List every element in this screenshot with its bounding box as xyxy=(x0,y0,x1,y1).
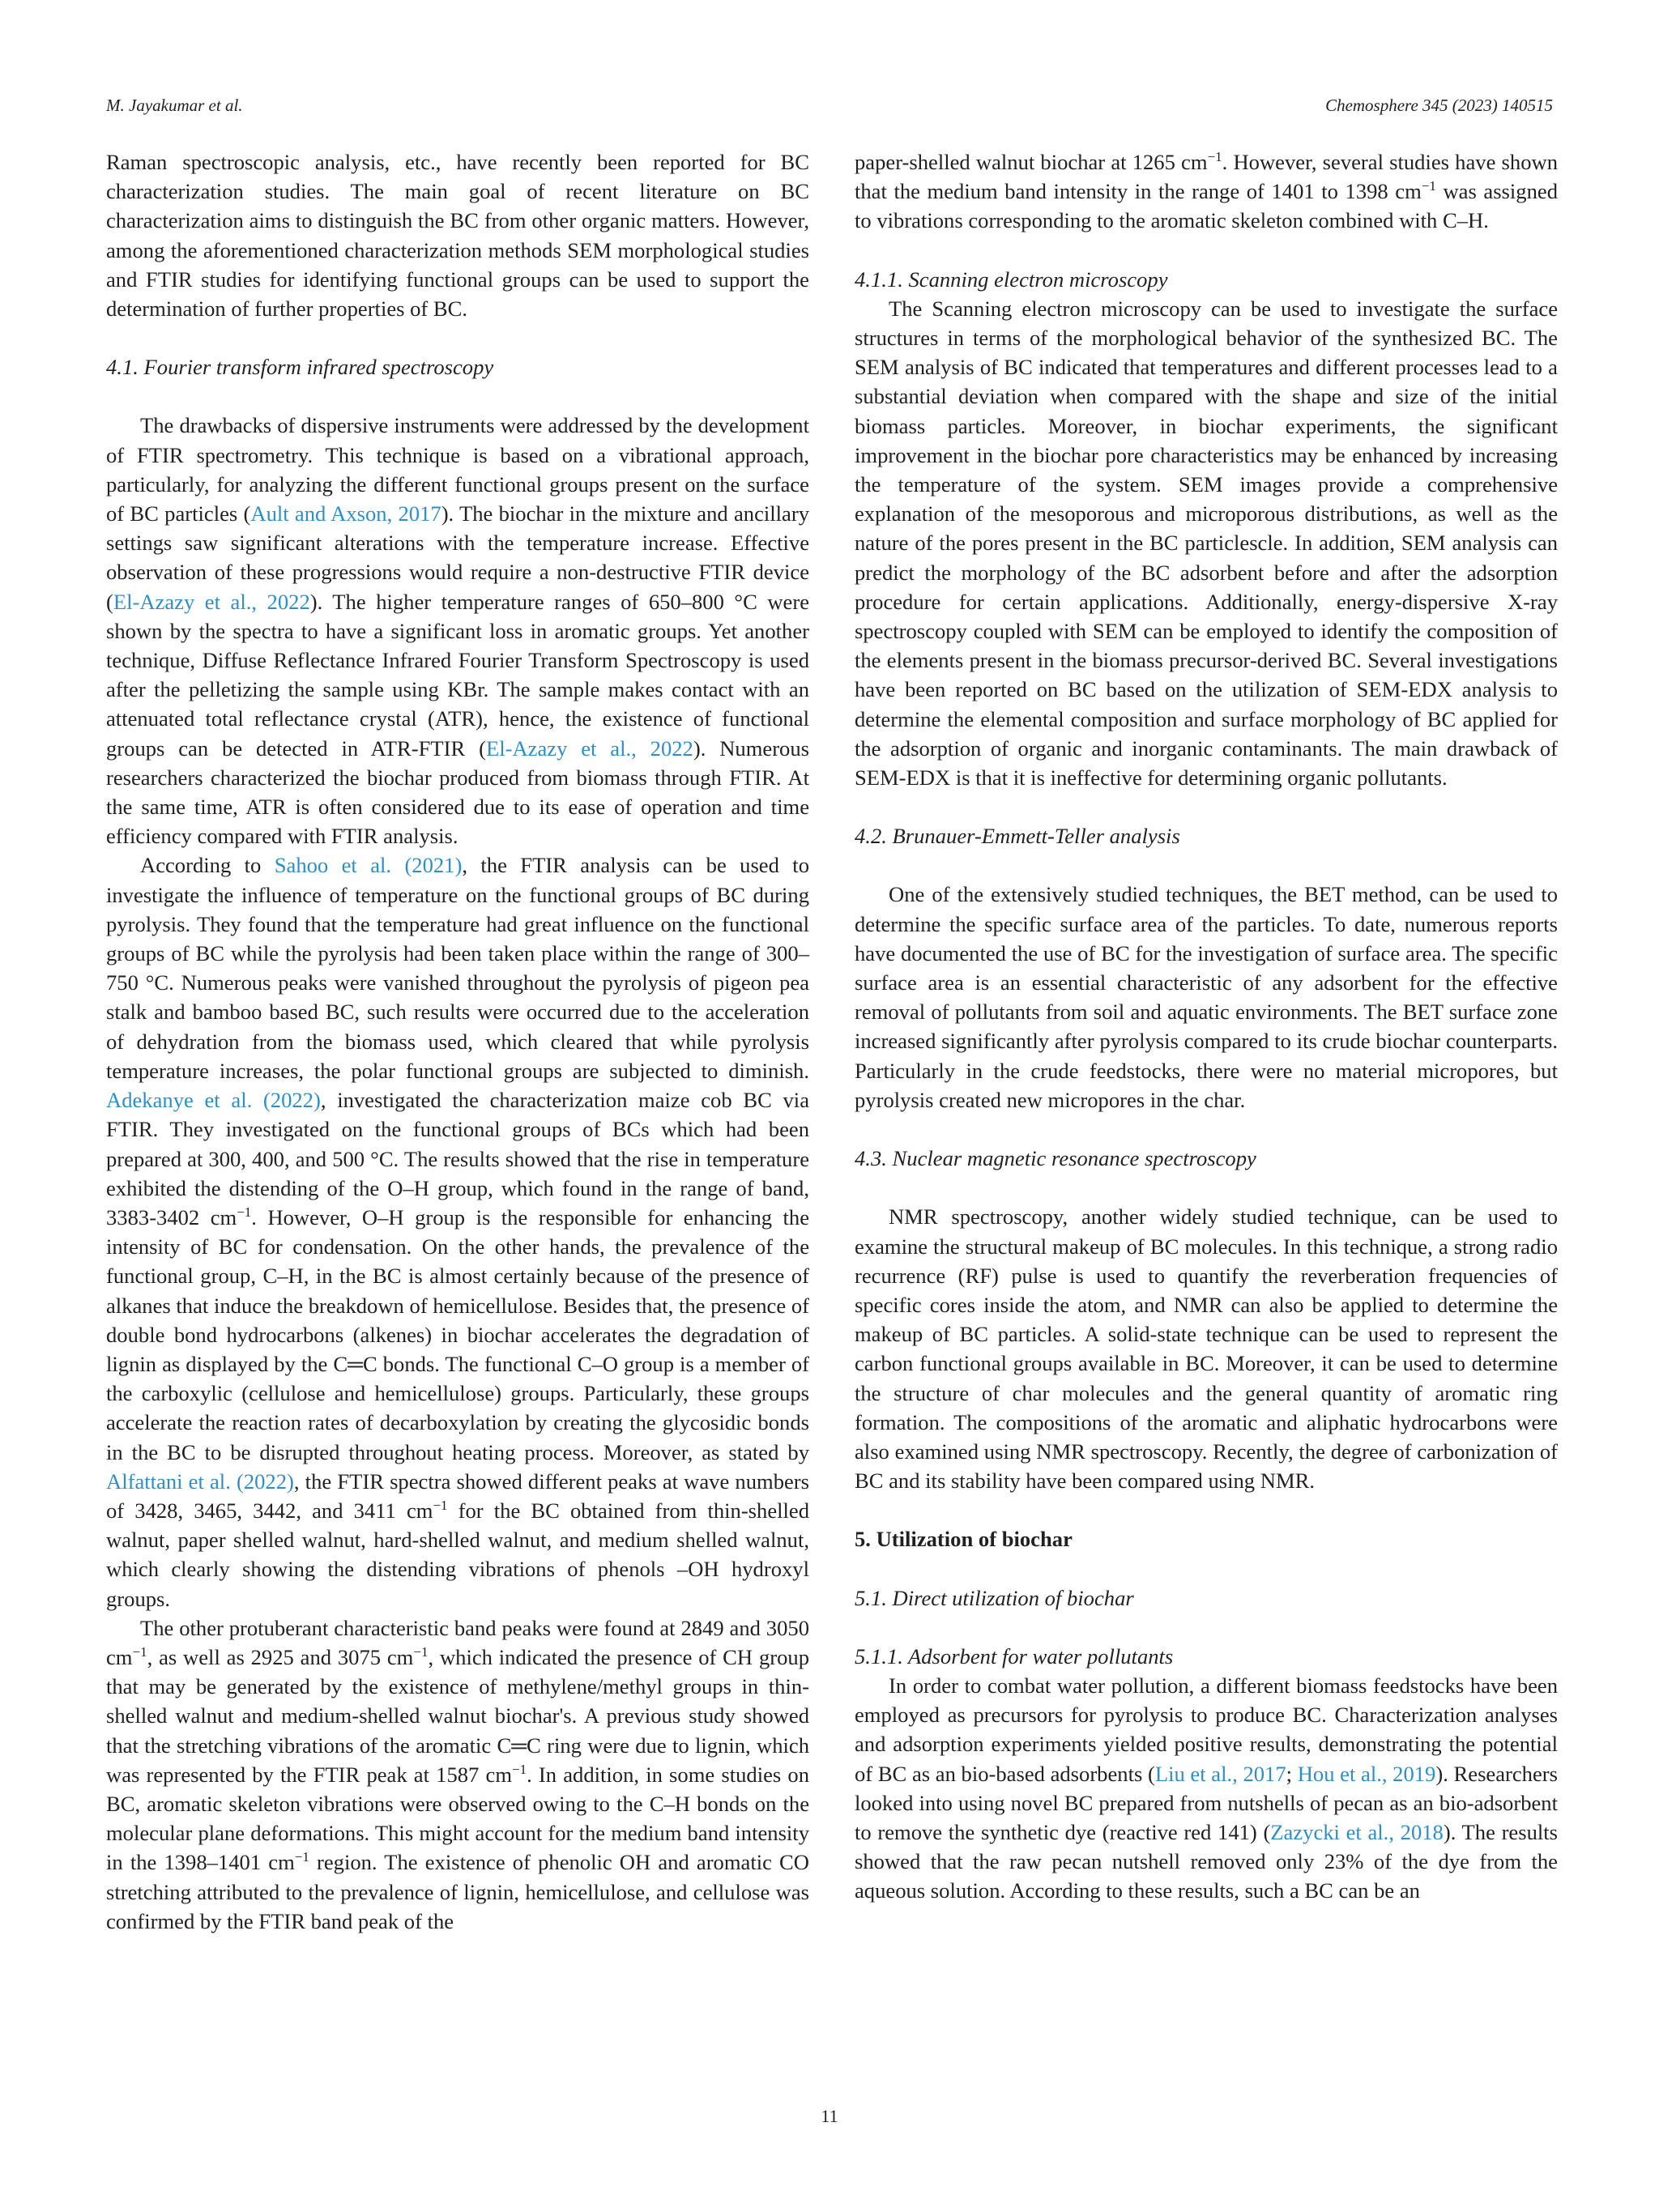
section-4-2-title: 4.2. Brunauer-Emmett-Teller analysis xyxy=(855,824,1180,849)
ftir-paragraph-1: The drawbacks of dispersive instruments were addressed by the development of FTIR spectrometry. This technique is based on a vibrational approach, particularly, for analyzing the different functional groups present on the surface of BC particles (Ault and Axson, 2017). The biochar in the mixture and ancillary settings saw significant alterations with the temperature increase. Effective observation of these progressions would require a non-destructive FTIR device (El-Azazy et al., 2022). The higher temperature ranges of 650–800 °C were shown by the spectra to have a significant loss in aromatic groups. Yet another technique, Diffuse Reflectance Infrared Fourier Transform Spectroscopy is used after the pelletizing the sample using KBr. The sample makes contact with an attenuated total reflectance crystal (ATR), hence, the existence of functional groups can be detected in ATR-FTIR (El-Azazy et al., 2022). Numerous researchers characterized the biochar produced from biomass through FTIR. At the same time, ATR is often considered due to its ease of operation and time efficiency compared with FTIR analysis. xyxy=(106,413,810,849)
ftir-continuation-paragraph: paper-shelled walnut biochar at 1265 $cm^{-1}$. However, several studies have shown that the medium band intensity in the range of 1401 to 1398 $cm^{-1}$ was assigned to vibrations corresponding to the aromatic skeleton combined with C–H. xyxy=(855,149,1558,233)
citation-link[interactable]: Liu et al., 2017 xyxy=(1154,1761,1286,1786)
citation-link[interactable]: Sahoo et al. (2021) xyxy=(274,853,463,878)
section-5-title: 5. Utilization of biochar xyxy=(855,1527,1073,1552)
page-number: 11 xyxy=(821,2106,838,2126)
section-4-1-title: 4.1. Fourier transform infrared spectroscopy xyxy=(106,355,494,380)
ftir-paragraph-3: The other protuberant characteristic band peaks were found at 2849 and 3050 $cm^{-1}$, as well as 2925 and 3075 $cm^{-1}$, which indicated the presence of CH group that may be generated by the existence of methylene/methyl groups in thin-shelled walnut and medium-shelled walnut biochar's. A previous study showed that the stretching vibrations of the aromatic C═C ring were due to lignin, which was represented by the FTIR peak at 1587 $cm^{-1}$. In addition, in some studies on BC, aromatic skeleton vibrations were observed owing to the C–H bonds on the molecular plane deformations. This might account for the medium band intensity in the 1398–1401 $cm^{-1}$ region. The existence of phenolic OH and aromatic CO stretching attributed to the prevalence of lignin, hemicellulose, and cellulose was confirmed by the FTIR band peak of the xyxy=(106,1615,810,1933)
section-5-1-1-title: 5.1.1. Adsorbent for water pollutants xyxy=(855,1643,1174,1669)
running-head-journal: Chemosphere 345 (2023) 140515 xyxy=(1325,96,1553,115)
intro-paragraph: Raman spectroscopic analysis, etc., have recently been reported for BC characterization studies. The main goal of recent literature on BC characterization aims to distinguish the BC from other organic matters. However, among the aforementioned characterization methods SEM morphological studies and FTIR studies for identifying functional groups can be used to support the determination of further properties of BC. xyxy=(106,150,809,322)
citation-link[interactable]: Zazycki et al., 2018 xyxy=(1270,1819,1444,1844)
citation-link[interactable]: El-Azazy et al., 2022 xyxy=(113,589,310,614)
citation-link[interactable]: El-Azazy et al., 2022 xyxy=(485,735,693,761)
bet-paragraph: One of the extensively studied techniques, the BET method, can be used to determine the specific surface area of the particles. To date, numerous reports have documented the use of BC for the investigation of surface area. The specific surface area is an essential characteristic of any adsorbent for the effective removal of pollutants from soil and aquatic environments. The BET surface zone increased significantly after pyrolysis compared to its crude biochar counterparts. Particularly in the crude feedstocks, there were no material micropores, but pyrolysis created new micropores in the char. xyxy=(855,882,1558,1112)
left-column xyxy=(106,147,809,1936)
sem-paragraph: The Scanning electron microscopy can be used to investigate the surface structures in terms of the morphological behavior of the synthesized BC. The SEM analysis of BC indicated that temperatures and different processes lead to a substantial deviation when compared with the shape and size of the initial biomass particles. Moreover, in biochar experiments, the significant improvement in the biochar pore characteristics may be enhanced by increasing the temperature of the system. SEM images provide a comprehensive explanation of the mesoporous and microporous distributions, as well as the nature of the pores present in the BC particlescle. In addition, SEM analysis can predict the morphology of the BC adsorbent before and after the adsorption procedure for certain applications. Additionally, energy-dispersive X-ray spectroscopy coupled with SEM can be employed to identify the composition of the elements present in the biomass precursor-derived BC. Several investigations have been reported on BC based on the utilization of SEM-EDX analysis to determine the elemental composition and surface morphology of BC applied for the adsorption of organic and inorganic contaminants. The main drawback of SEM-EDX is that it is ineffective for determining organic pollutants. xyxy=(855,296,1558,791)
citation-link[interactable]: Alfattani et al. (2022) xyxy=(106,1468,294,1494)
adsorbent-paragraph: In order to combat water pollution, a different biomass feedstocks have been employed as precursors for pyrolysis to produce BC. Characterization analyses and adsorption experiments yielded positive results, demonstrating the potential of BC as an bio-based adsorbents (Liu et al., 2017; Hou et al., 2019). Researchers looked into using novel BC prepared from nutshells of pecan as an bio-adsorbent to remove the synthetic dye (reactive red 141) (Zazycki et al., 2018). The results showed that the raw pecan nutshell removed only 23% of the dye from the aqueous solution. According to these results, such a BC can be an xyxy=(855,1673,1558,1903)
section-5-1-title: 5.1. Direct utilization of biochar xyxy=(855,1585,1134,1610)
ftir-paragraph-2: According to Sahoo et al. (2021), the FTIR analysis can be used to investigate the influence of temperature on the functional groups of BC during pyrolysis. They found that the temperature had great influence on the functional groups of BC while the pyrolysis had been taken place within the range of 300–750 °C. Numerous peaks were vanished throughout the pyrolysis of pigeon pea stalk and bamboo based BC, such results were occurred due to the acceleration of dehydration from the biomass used, which cleared that while pyrolysis temperature increases, the polar functional groups are subjected to diminish. Adekanye et al. (2022), investigated the characterization maize cob BC via FTIR. They investigated on the functional groups of BCs which had been prepared at 300, 400, and 500 °C. The results showed that the rise in temperature exhibited the distending of the O–H group, which found in the range of band, 3383-3402 $cm^{-1}$. However, O–H group is the responsible for enhancing the intensity of BC for condensation. On the other hands, the prevalence of the functional group, C–H, in the BC is almost certainly because of the presence of alkanes that induce the breakdown of hemicellulose. Besides that, the presence of double bond hydrocarbons (alkenes) in biochar accelerates the degradation of lignin as displayed by the C═C bonds. The functional C–O group is a member of the carboxylic (cellulose and hemicellulose) groups. Particularly, these groups accelerate the reaction rates of decarboxylation by creating the glycosidic bonds in the BC to be disrupted throughout heating process. Moreover, as stated by Alfattani et al. (2022), the FTIR spectra showed different peaks at wave numbers of 3428, 3465, 3442, and 3411 $cm^{-1}$ for the BC obtained from thin-shelled walnut, paper shelled walnut, hard-shelled walnut, and medium shelled walnut, which clearly showing the distending vibrations of phenols –OH hydroxyl groups. xyxy=(106,853,810,1611)
section-4-1-1-title: 4.1.1. Scanning electron microscopy xyxy=(855,266,1168,292)
citation-link[interactable]: Adekanye et al. (2022) xyxy=(106,1088,321,1113)
citation-link[interactable]: Ault and Axson, 2017 xyxy=(250,501,441,526)
right-column xyxy=(855,147,1558,1906)
nmr-paragraph: NMR spectroscopy, another widely studied technique, can be used to examine the structural makeup of BC molecules. In this technique, a strong radio recurrence (RF) pulse is used to quantify the reverberation frequencies of specific cores inside the atom, and NMR can also be applied to determine the makeup of BC particles. A solid-state technique can be used to represent the carbon functional groups available in BC. Moreover, it can be used to determine the structure of char molecules and the general quantity of aromatic ring formation. The compositions of the aromatic and aliphatic hydrocarbons were also examined using NMR spectroscopy. Recently, the degree of carbonization of BC and its stability have been compared using NMR. xyxy=(855,1204,1558,1494)
running-head-authors: M. Jayakumar et al. xyxy=(106,96,243,115)
section-4-3-title: 4.3. Nuclear magnetic resonance spectroscopy xyxy=(855,1146,1256,1171)
citation-link[interactable]: Hou et al., 2019 xyxy=(1297,1761,1436,1786)
